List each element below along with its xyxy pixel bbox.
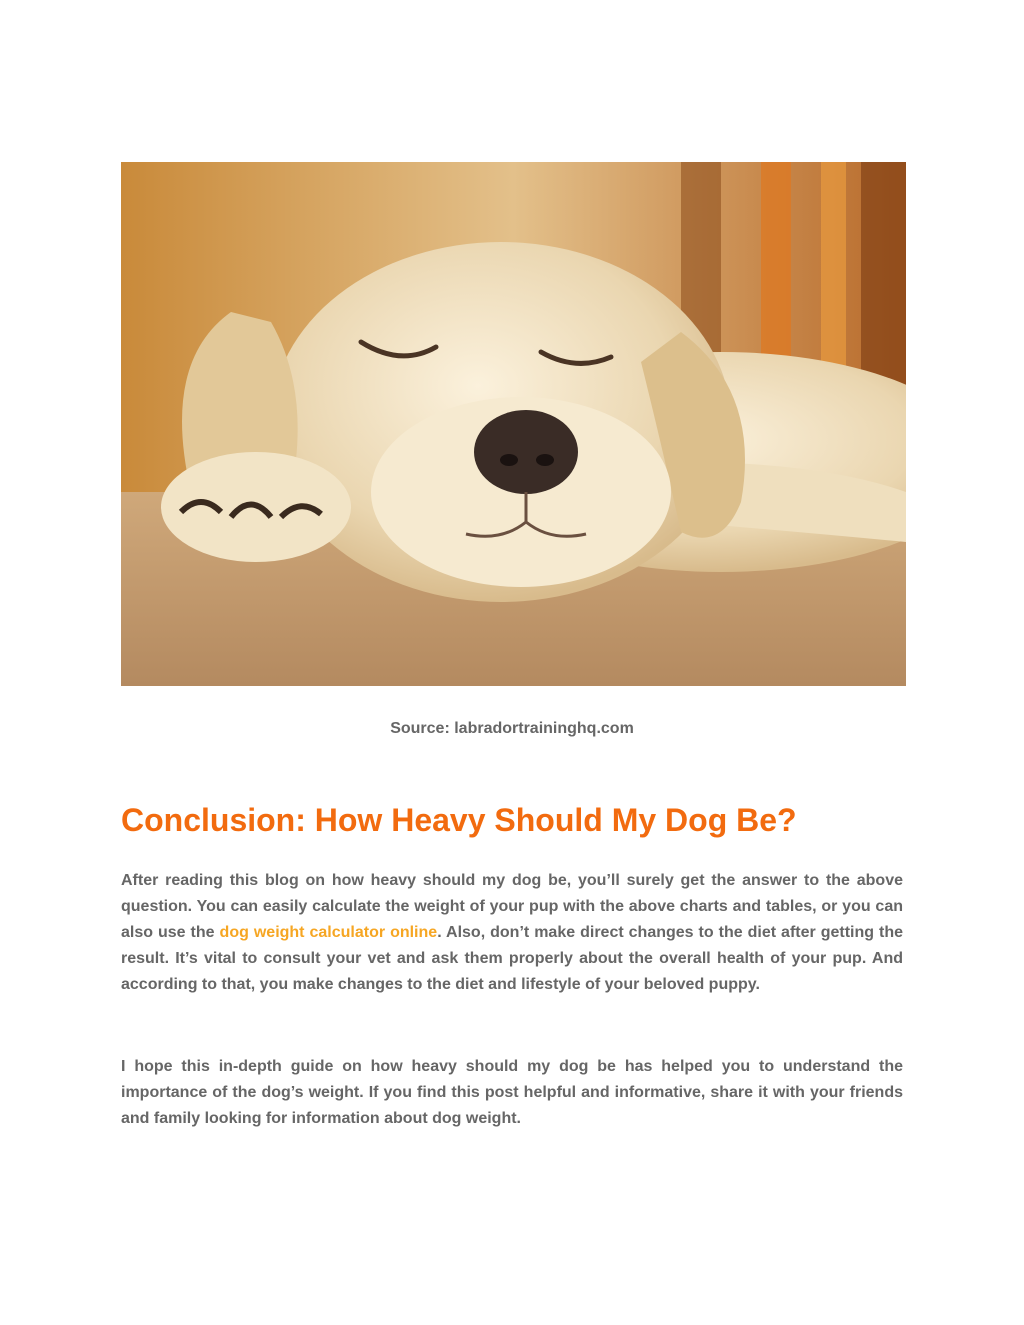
paragraph-text: . Also, don’t make direct changes to the diet after getting the result. It’s vital to consult your vet and ask them properly about the overall health of your pup. And according to that, you make changes to the diet and lifestyle of your beloved puppy. <box>121 924 904 993</box>
conclusion-paragraph-1 <box>121 868 903 998</box>
dog-photo <box>121 162 906 686</box>
dog-weight-calculator-link[interactable]: dog weight calculator online <box>219 924 438 941</box>
conclusion-paragraph-2: I hope this in-depth guide on how heavy should my dog be has helped you to understand the importance of the dog’s weight. If you find this post helpful and informative, share it with your friends and family looking for information about dog weight. <box>121 1058 903 1127</box>
image-caption: Source: labradortraininghq.com <box>390 720 634 737</box>
paragraph-text: After reading this blog on how heavy should my dog be, you’ll surely get the answer to the above question. You can easily calculate the weight of your pup with the above charts and tables, or you can also use the <box>121 872 903 941</box>
section-heading: Conclusion: How Heavy Should My Dog Be? <box>121 802 797 838</box>
